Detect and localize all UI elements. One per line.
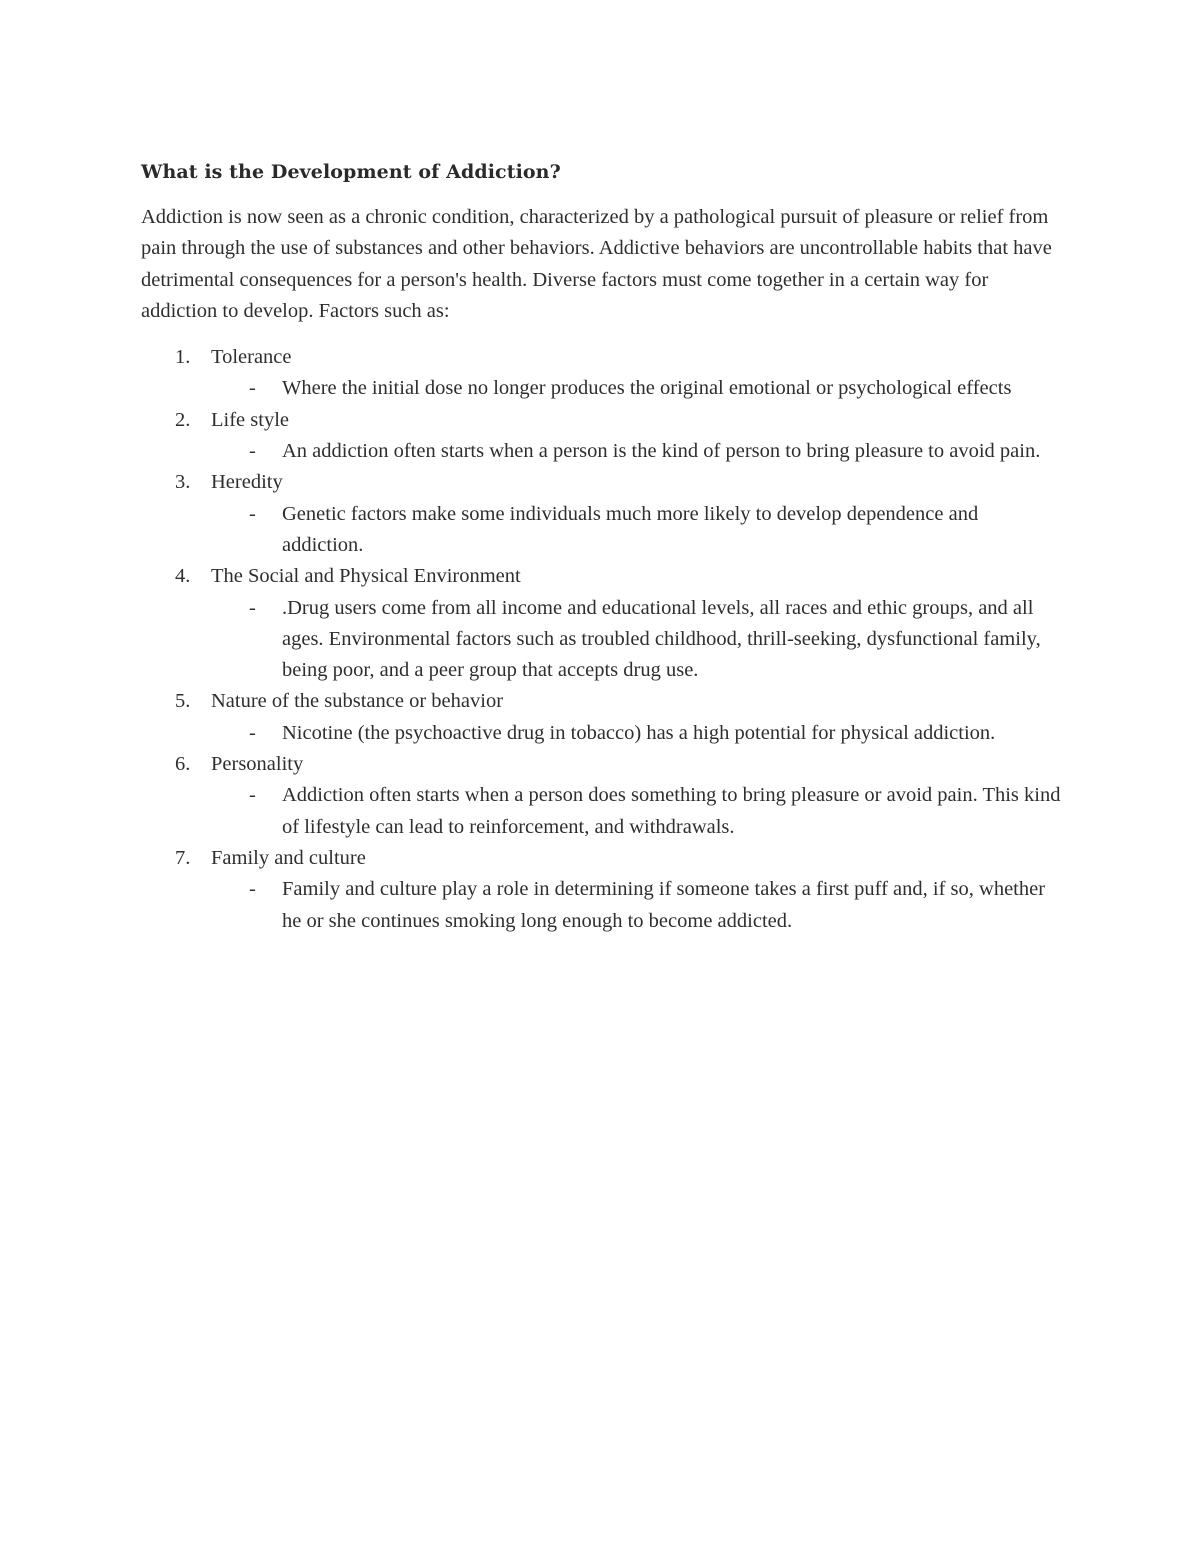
document-body <box>141 156 1061 937</box>
factor-description <box>211 436 1062 467</box>
list-number: 6. <box>175 753 191 776</box>
factor-description <box>211 718 1062 749</box>
list-item <box>141 749 1061 843</box>
list-item <box>141 467 1061 561</box>
dash-bullet: - <box>249 878 256 901</box>
factor-description <box>211 874 1062 937</box>
dash-bullet: - <box>249 440 256 463</box>
factor-description-text: Where the initial dose no longer produces the original emotional or psychological effects <box>282 377 1012 400</box>
list-item <box>141 405 1061 468</box>
dash-bullet: - <box>249 721 256 744</box>
list-number: 7. <box>175 846 191 869</box>
list-item <box>141 686 1061 749</box>
dash-bullet: - <box>249 596 256 619</box>
factor-name: Life style <box>211 408 289 431</box>
list-number: 5. <box>175 690 191 713</box>
factor-description-text: Genetic factors make some individuals much more likely to develop dependence and addiction. <box>282 502 979 556</box>
dash-bullet: - <box>249 784 256 807</box>
document-title: What is the Development of Addiction? <box>141 161 561 183</box>
factor-list <box>141 342 1061 937</box>
factor-description <box>211 499 1062 562</box>
dash-bullet: - <box>249 502 256 525</box>
factor-description <box>211 780 1062 843</box>
factor-description-text: An addiction often starts when a person is the kind of person to bring pleasure to avoid pain. <box>282 440 1041 463</box>
factor-name: Heredity <box>211 471 283 494</box>
factor-description-text: Nicotine (the psychoactive drug in tobacco) has a high potential for physical addiction. <box>282 721 996 744</box>
factor-description-text: .Drug users come from all income and educational levels, all races and ethic groups, and all ages. Environmental factors such as troubled childhood, thrill-seeking, dysfunctional family, being poor, and a peer group that accepts drug use. <box>282 596 1041 682</box>
list-number: 3. <box>175 471 191 494</box>
factor-description <box>211 373 1062 404</box>
list-item <box>141 342 1061 405</box>
list-item <box>141 561 1061 686</box>
list-number: 1. <box>175 346 191 369</box>
factor-name: Tolerance <box>211 346 292 369</box>
list-number: 2. <box>175 408 191 431</box>
factor-name: Family and culture <box>211 846 366 869</box>
list-item <box>141 843 1061 937</box>
factor-description-text: Family and culture play a role in determining if someone takes a first puff and, if so, whether he or she continues smoking long enough to become addicted. <box>282 878 1046 932</box>
factor-name: Nature of the substance or behavior <box>211 690 504 713</box>
dash-bullet: - <box>249 377 256 400</box>
intro-paragraph: Addiction is now seen as a chronic condition, characterized by a pathological pursuit of pleasure or relief from pain through the use of substances and other behaviors. Addictive behaviors are uncontrollable habits that have detrimental consequences for a person's health. Diverse factors must come together in a certain way for addiction to develop. Factors such as: <box>141 206 1052 322</box>
list-number: 4. <box>175 565 191 588</box>
factor-description-text: Addiction often starts when a person does something to bring pleasure or avoid pain. This kind of lifestyle can lead to reinforcement, and withdrawals. <box>282 784 1061 838</box>
factor-name: The Social and Physical Environment <box>211 565 521 588</box>
factor-description <box>211 593 1062 687</box>
factor-name: Personality <box>211 753 304 776</box>
